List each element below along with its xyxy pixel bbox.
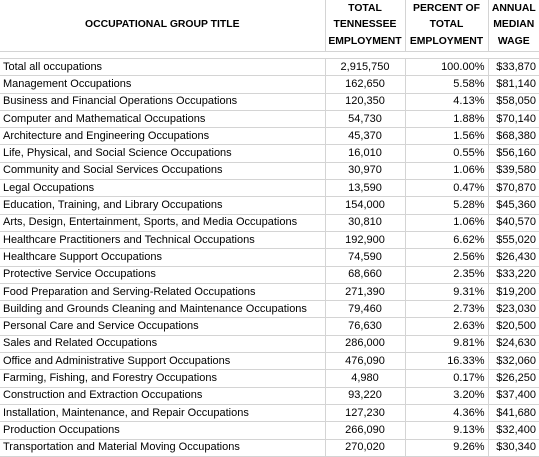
- cell-occupation-title: Arts, Design, Entertainment, Sports, and Media Occupations: [0, 214, 325, 231]
- table-row: [0, 231, 539, 248]
- header-occupational-group-title: [0, 0, 325, 52]
- cell-percent-of-total: 2.63%: [405, 318, 488, 335]
- header-title-text: OCCUPATIONAL GROUP TITLE: [0, 17, 325, 34]
- spacer-cell: [325, 52, 405, 59]
- cell-annual-median-wage: $68,380: [488, 128, 539, 145]
- cell-occupation-title: Building and Grounds Cleaning and Maintenance Occupations: [0, 301, 325, 318]
- cell-annual-median-wage: $40,570: [488, 214, 539, 231]
- cell-total-employment: 270,020: [325, 439, 405, 456]
- cell-total-employment: 266,090: [325, 422, 405, 439]
- table-row: [0, 93, 539, 110]
- cell-percent-of-total: 6.62%: [405, 231, 488, 248]
- cell-total-employment: 74,590: [325, 249, 405, 266]
- cell-occupation-title: Management Occupations: [0, 76, 325, 93]
- cell-total-employment: 68,660: [325, 266, 405, 283]
- cell-annual-median-wage: $45,360: [488, 197, 539, 214]
- cell-annual-median-wage: $32,060: [488, 353, 539, 370]
- table-row: [0, 76, 539, 93]
- cell-annual-median-wage: $39,580: [488, 162, 539, 179]
- spacer-cell: [405, 52, 488, 59]
- cell-occupation-title: Office and Administrative Support Occupations: [0, 353, 325, 370]
- cell-total-employment: 2,915,750: [325, 59, 405, 76]
- cell-annual-median-wage: $41,680: [488, 404, 539, 421]
- table-row: [0, 128, 539, 145]
- table-row: [0, 335, 539, 352]
- header-row: [0, 0, 539, 52]
- table-row: [0, 145, 539, 162]
- spacer-cell: [488, 52, 539, 59]
- cell-total-employment: 76,630: [325, 318, 405, 335]
- cell-total-employment: 271,390: [325, 283, 405, 300]
- header-spacer-row: [0, 52, 539, 59]
- cell-percent-of-total: 100.00%: [405, 59, 488, 76]
- cell-total-employment: 127,230: [325, 404, 405, 421]
- cell-annual-median-wage: $37,400: [488, 387, 539, 404]
- cell-annual-median-wage: $33,220: [488, 266, 539, 283]
- cell-percent-of-total: 5.28%: [405, 197, 488, 214]
- cell-annual-median-wage: $56,160: [488, 145, 539, 162]
- header-wage-line-1: ANNUAL: [489, 1, 539, 18]
- cell-occupation-title: Transportation and Material Moving Occupations: [0, 439, 325, 456]
- cell-annual-median-wage: $30,340: [488, 439, 539, 456]
- cell-percent-of-total: 4.36%: [405, 404, 488, 421]
- cell-occupation-title: Food Preparation and Serving-Related Occupations: [0, 283, 325, 300]
- table-row: [0, 249, 539, 266]
- cell-annual-median-wage: $81,140: [488, 76, 539, 93]
- table-row: [0, 353, 539, 370]
- cell-occupation-title: Computer and Mathematical Occupations: [0, 110, 325, 127]
- cell-total-employment: 286,000: [325, 335, 405, 352]
- cell-occupation-title: Life, Physical, and Social Science Occupations: [0, 145, 325, 162]
- cell-occupation-title: Personal Care and Service Occupations: [0, 318, 325, 335]
- cell-percent-of-total: 2.35%: [405, 266, 488, 283]
- header-percent-line-2: TOTAL: [406, 17, 488, 34]
- table-row: [0, 266, 539, 283]
- cell-total-employment: 30,970: [325, 162, 405, 179]
- header-percent-line-1: PERCENT OF: [406, 1, 488, 18]
- cell-total-employment: 54,730: [325, 110, 405, 127]
- table-row: [0, 59, 539, 76]
- table-row: [0, 439, 539, 456]
- table-row: [0, 422, 539, 439]
- cell-percent-of-total: 9.13%: [405, 422, 488, 439]
- table-row: [0, 370, 539, 387]
- cell-total-employment: 79,460: [325, 301, 405, 318]
- cell-annual-median-wage: $70,870: [488, 180, 539, 197]
- cell-annual-median-wage: $19,200: [488, 283, 539, 300]
- table-row: [0, 180, 539, 197]
- table-row: [0, 214, 539, 231]
- cell-annual-median-wage: $26,430: [488, 249, 539, 266]
- header-employment-line-2: TENNESSEE: [326, 17, 405, 34]
- cell-total-employment: 4,980: [325, 370, 405, 387]
- cell-annual-median-wage: $58,050: [488, 93, 539, 110]
- cell-occupation-title: Production Occupations: [0, 422, 325, 439]
- header-wage-line-2: MEDIAN: [489, 17, 539, 34]
- cell-percent-of-total: 9.81%: [405, 335, 488, 352]
- cell-percent-of-total: 0.55%: [405, 145, 488, 162]
- cell-occupation-title: Farming, Fishing, and Forestry Occupations: [0, 370, 325, 387]
- table-row: [0, 301, 539, 318]
- cell-total-employment: 162,650: [325, 76, 405, 93]
- cell-annual-median-wage: $26,250: [488, 370, 539, 387]
- header-percent-line-3: EMPLOYMENT: [406, 34, 488, 51]
- cell-total-employment: 93,220: [325, 387, 405, 404]
- cell-total-employment: 192,900: [325, 231, 405, 248]
- cell-percent-of-total: 1.56%: [405, 128, 488, 145]
- header-percent-of-total: [405, 0, 488, 52]
- table-row: [0, 404, 539, 421]
- cell-occupation-title: Construction and Extraction Occupations: [0, 387, 325, 404]
- cell-total-employment: 120,350: [325, 93, 405, 110]
- cell-percent-of-total: 2.56%: [405, 249, 488, 266]
- cell-percent-of-total: 4.13%: [405, 93, 488, 110]
- header-employment-line-3: EMPLOYMENT: [326, 34, 405, 51]
- table-row: [0, 318, 539, 335]
- cell-total-employment: 45,370: [325, 128, 405, 145]
- cell-total-employment: 13,590: [325, 180, 405, 197]
- cell-occupation-title: Healthcare Support Occupations: [0, 249, 325, 266]
- table-header: [0, 0, 539, 52]
- cell-percent-of-total: 5.58%: [405, 76, 488, 93]
- cell-occupation-title: Architecture and Engineering Occupations: [0, 128, 325, 145]
- cell-percent-of-total: 9.26%: [405, 439, 488, 456]
- spacer-cell: [0, 52, 325, 59]
- cell-occupation-title: Total all occupations: [0, 59, 325, 76]
- cell-annual-median-wage: $33,870: [488, 59, 539, 76]
- cell-total-employment: 30,810: [325, 214, 405, 231]
- header-annual-median-wage: [488, 0, 539, 52]
- table-row: [0, 387, 539, 404]
- cell-percent-of-total: 2.73%: [405, 301, 488, 318]
- cell-total-employment: 16,010: [325, 145, 405, 162]
- cell-percent-of-total: 0.47%: [405, 180, 488, 197]
- cell-occupation-title: Sales and Related Occupations: [0, 335, 325, 352]
- cell-occupation-title: Education, Training, and Library Occupations: [0, 197, 325, 214]
- cell-percent-of-total: 1.88%: [405, 110, 488, 127]
- cell-occupation-title: Healthcare Practitioners and Technical Occupations: [0, 231, 325, 248]
- cell-percent-of-total: 16.33%: [405, 353, 488, 370]
- header-total-employment: [325, 0, 405, 52]
- cell-occupation-title: Community and Social Services Occupations: [0, 162, 325, 179]
- header-employment-line-1: TOTAL: [326, 1, 405, 18]
- cell-percent-of-total: 1.06%: [405, 214, 488, 231]
- cell-percent-of-total: 9.31%: [405, 283, 488, 300]
- table-row: [0, 162, 539, 179]
- cell-annual-median-wage: $70,140: [488, 110, 539, 127]
- cell-annual-median-wage: $32,400: [488, 422, 539, 439]
- table-row: [0, 110, 539, 127]
- header-wage-line-3: WAGE: [489, 34, 539, 51]
- cell-percent-of-total: 3.20%: [405, 387, 488, 404]
- cell-annual-median-wage: $20,500: [488, 318, 539, 335]
- table-row: [0, 283, 539, 300]
- cell-occupation-title: Legal Occupations: [0, 180, 325, 197]
- table-body: [0, 52, 539, 457]
- cell-total-employment: 476,090: [325, 353, 405, 370]
- cell-percent-of-total: 1.06%: [405, 162, 488, 179]
- cell-occupation-title: Protective Service Occupations: [0, 266, 325, 283]
- cell-annual-median-wage: $55,020: [488, 231, 539, 248]
- cell-occupation-title: Installation, Maintenance, and Repair Occupations: [0, 404, 325, 421]
- cell-total-employment: 154,000: [325, 197, 405, 214]
- cell-percent-of-total: 0.17%: [405, 370, 488, 387]
- cell-annual-median-wage: $24,630: [488, 335, 539, 352]
- table-row: [0, 197, 539, 214]
- cell-annual-median-wage: $23,030: [488, 301, 539, 318]
- cell-occupation-title: Business and Financial Operations Occupations: [0, 93, 325, 110]
